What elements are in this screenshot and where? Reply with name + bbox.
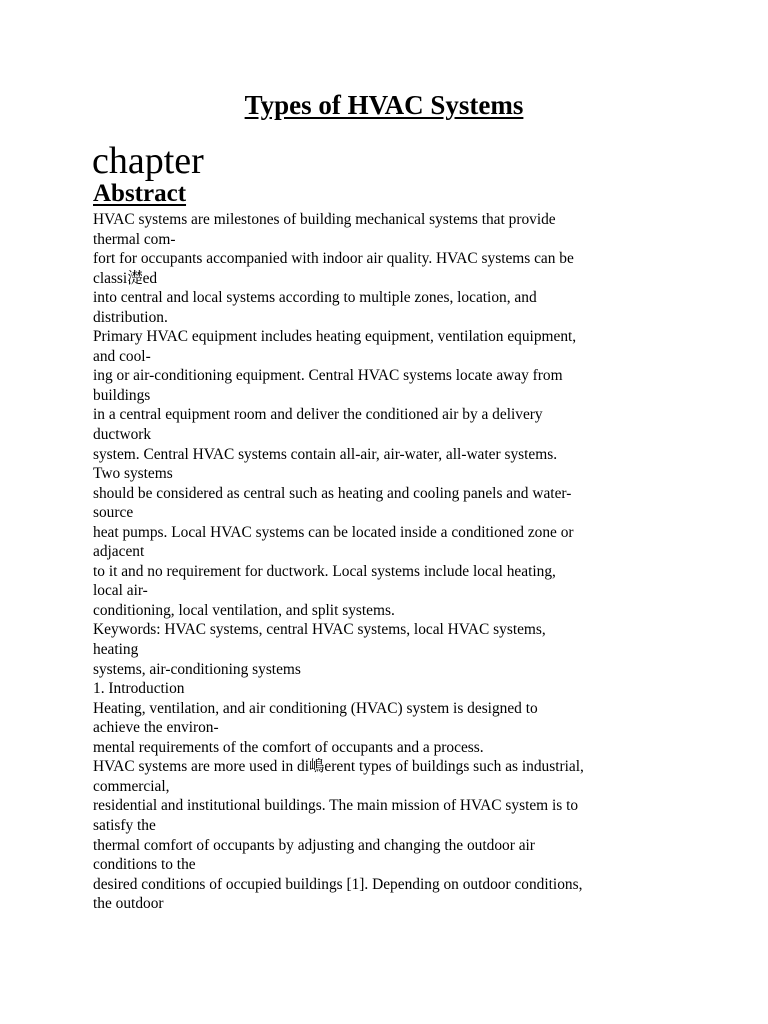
text-line: should be considered as central such as heating and cooling panels and water- [93, 484, 572, 502]
text-line: buildings [93, 386, 151, 404]
text-line: HVAC systems are more used in di嶋erent types of buildings such as industrial, [93, 758, 584, 776]
text-line: heat pumps. Local HVAC systems can be located inside a conditioned zone or [93, 523, 574, 541]
text-line: satisfy the [93, 816, 156, 834]
text-line: ing or air-conditioning equipment. Central HVAC systems locate away from [93, 367, 563, 385]
text-line: achieve the environ- [93, 719, 219, 737]
text-line: Primary HVAC equipment includes heating equipment, ventilation equipment, [93, 328, 577, 346]
text-line: commercial, [93, 777, 170, 795]
text-line: into central and local systems according to multiple zones, location, and [93, 289, 537, 307]
text-line: thermal com- [93, 230, 176, 248]
text-line: desired conditions of occupied buildings [1]. Depending on outdoor conditions, [93, 875, 583, 893]
document-title: Types of HVAC Systems [244, 90, 524, 120]
text-line: in a central equipment room and deliver the conditioned air by a delivery [93, 406, 543, 424]
text-line: mental requirements of the comfort of occupants and a process. [93, 738, 484, 756]
chapter-label: chapter [92, 140, 204, 182]
text-line: conditions to the [93, 856, 196, 874]
text-line: source [93, 504, 134, 522]
body-text [93, 210, 713, 914]
text-line: classi濋ed [93, 269, 158, 287]
text-line: Keywords: HVAC systems, central HVAC systems, local HVAC systems, [93, 621, 546, 639]
text-line: Heating, ventilation, and air conditioning (HVAC) system is designed to [93, 699, 538, 717]
text-line: distribution. [93, 308, 168, 326]
text-line: system. Central HVAC systems contain all-air, air-water, all-water systems. [93, 445, 558, 463]
text-line: and cool- [93, 347, 151, 365]
text-line: ductwork [93, 426, 152, 444]
text-line: 1. Introduction [93, 680, 185, 698]
text-line: thermal comfort of occupants by adjusting and changing the outdoor air [93, 836, 535, 854]
text-line: conditioning, local ventilation, and split systems. [93, 601, 395, 619]
text-line: adjacent [93, 543, 145, 561]
abstract-heading: Abstract [93, 180, 187, 207]
text-line: the outdoor [93, 895, 164, 913]
text-line: heating [93, 641, 139, 659]
text-line: HVAC systems are milestones of building mechanical systems that provide [93, 211, 556, 228]
text-line: systems, air-conditioning systems [93, 660, 301, 678]
text-line: Two systems [93, 465, 173, 483]
text-line: to it and no requirement for ductwork. Local systems include local heating, [93, 562, 556, 580]
text-line: fort for occupants accompanied with indoor air quality. HVAC systems can be [93, 250, 574, 268]
text-line: local air- [93, 582, 148, 600]
text-line: residential and institutional buildings. The main mission of HVAC system is to [93, 797, 579, 815]
